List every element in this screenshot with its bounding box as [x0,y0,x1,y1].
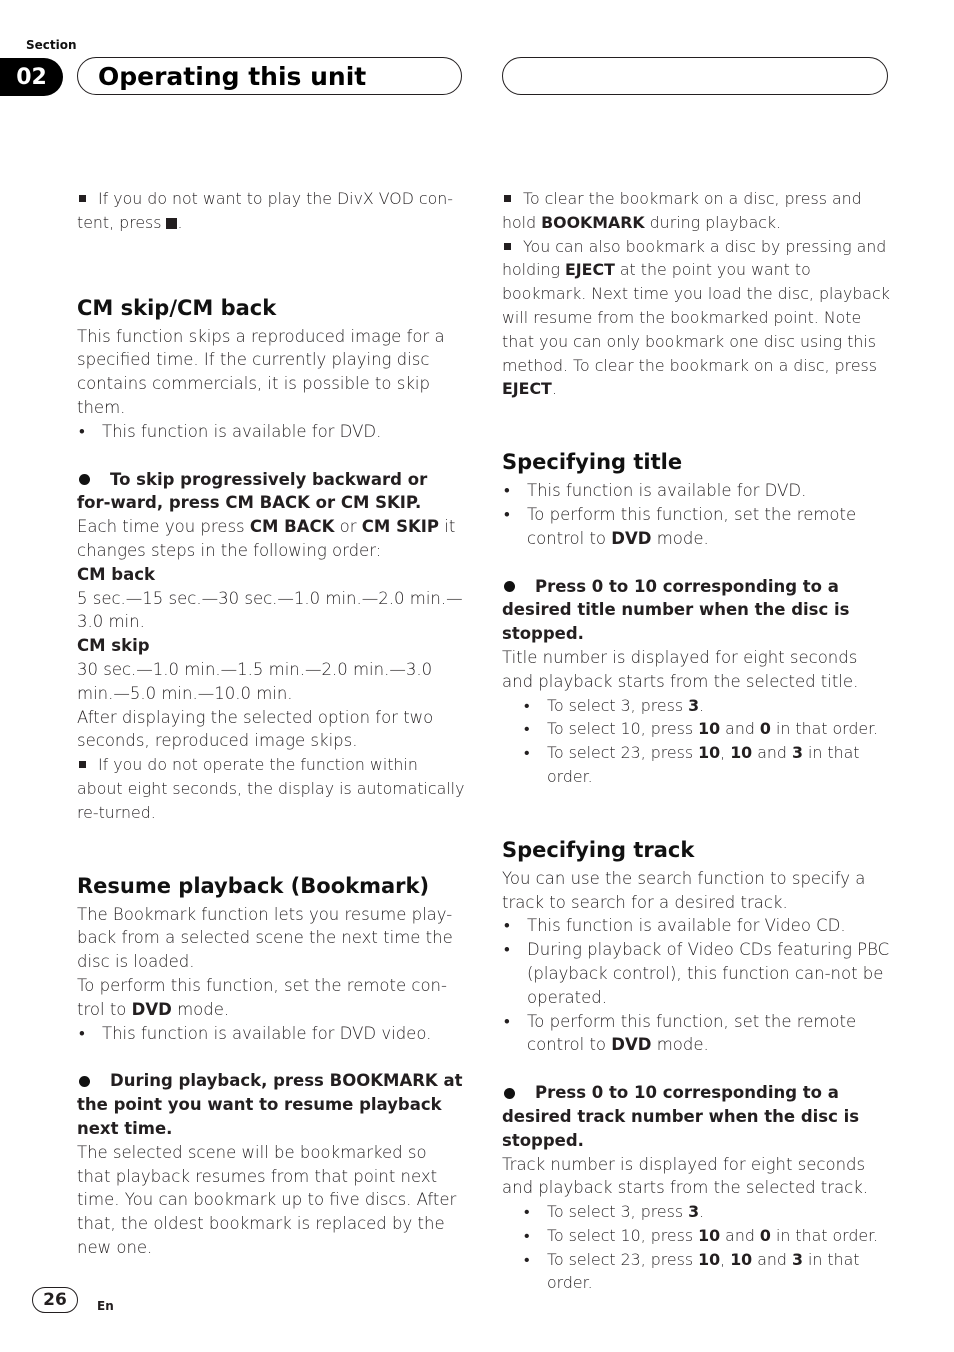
bookmark-note-2: You can also bookmark a disc by pressing and holding EJECT at the point you want to bookmark. Next time you load the disc, playback will resume from the bookmarked point. Note that you can only bookmark one disc using this method. To clear the bookmark on a disc, press EJECT. [502,236,890,399]
resume-step: During playback, press BOOKMARK at the point you want to resume playback next time. [77,1071,463,1138]
track-example-1: • To select 3, press 3. [502,1200,890,1224]
title-example-2: • To select 10, press 10 and 0 in that order. [502,717,890,741]
resume-desc: The selected scene will be bookmarked so that playback resumes from that point next time. You can bookmark up to five discs. After that, the oldest bookmark is replaced by the new one. [77,1142,457,1257]
track-example-2: • To select 10, press 10 and 0 in that order. [502,1224,890,1248]
resume-bullet: • This function is available for DVD video. [77,1022,465,1046]
title-bullet-1: • This function is available for DVD. [502,479,890,503]
cm-intro: This function skips a reproduced image for a specified time. If the currently playing disc contains commercials, it is possible to skip them. [77,326,445,417]
note-square-icon [79,761,86,768]
cm-skip-label: CM skip [77,636,150,656]
left-column [77,187,465,1260]
cm-skip-steps: 30 sec.—1.0 min.—1.5 min.—2.0 min.—3.0 min.—5.0 min.—10.0 min. [77,659,433,703]
track-bullet-1: • This function is available for Video CD. [502,914,890,938]
title-step: Press 0 to 10 corresponding to a desired title number when the disc is stopped. [502,576,850,644]
bookmark-note-1: To clear the bookmark on a disc, press and hold BOOKMARK during playback. [502,189,862,232]
cm-each: Each time you press CM BACK or CM SKIP it changes steps in the following order: [77,517,456,560]
cm-bullet: • This function is available for DVD. [77,420,465,444]
stop-icon [166,218,177,229]
page-title: Operating this unit [77,57,462,95]
resume-remote: To perform this function, set the remote con-trol to DVD mode. [77,975,447,1019]
title-example-1: • To select 3, press 3. [502,694,890,718]
header-empty-box [502,57,888,95]
language-label: En [97,1299,114,1313]
track-heading: Specifying track [502,837,695,862]
track-step: Press 0 to 10 corresponding to a desired track number when the disc is stopped. [502,1083,860,1150]
track-intro: You can use the search function to specify a track to search for a desired track. [502,868,866,912]
cm-back-steps: 5 sec.—15 sec.—30 sec.—1.0 min.—2.0 min.—3.0 min. [77,588,463,632]
title-example-3: • To select 23, press 10, 10 and 3 in that order. [502,741,890,789]
track-desc: Track number is displayed for eight seconds and playback starts from the selected track. [502,1154,869,1198]
title-desc: Title number is displayed for eight seconds and playback starts from the selected title. [502,647,859,691]
track-bullet-2: • During playback of Video CDs featuring PBC (playback control), this function can-not be operated. [502,938,890,1009]
section-number-badge: 02 [0,58,63,96]
resume-intro: The Bookmark function lets you resume play-back from a selected scene the next time the disc is loaded. [77,904,453,972]
title-heading: Specifying title [502,450,683,475]
resume-heading: Resume playback (Bookmark) [77,873,430,898]
note-square-icon [504,243,511,250]
step-bullet-icon [79,474,90,485]
page-number: 26 [32,1287,78,1313]
cm-after: After displaying the selected option for two seconds, reproduced image skips. [77,707,434,751]
section-label: Section [26,38,77,52]
step-bullet-icon [79,1076,90,1087]
cm-step: To skip progressively backward or for-ward, press CM BACK or CM SKIP. [77,469,428,513]
note-square-icon [79,195,86,202]
track-bullet-3: • To perform this function, set the remote control to DVD mode. [502,1010,890,1058]
cm-back-label: CM back [77,564,155,584]
divx-note: If you do not want to play the DivX VOD con- tent, press . [77,189,453,232]
note-square-icon [504,195,511,202]
right-column [502,187,890,1295]
track-example-3: • To select 23, press 10, 10 and 3 in that order. [502,1248,890,1296]
title-bullet-2: • To perform this function, set the remote control to DVD mode. [502,503,890,551]
cm-heading: CM skip/CM back [77,295,277,320]
cm-note: If you do not operate the function within about eight seconds, the display is automatically re-turned. [77,755,465,822]
step-bullet-icon [504,1088,515,1099]
step-bullet-icon [504,581,515,592]
